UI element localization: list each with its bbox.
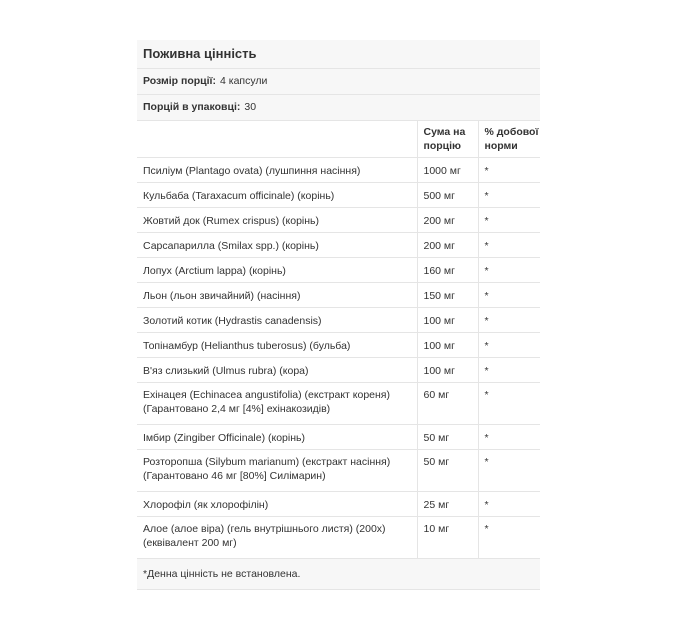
ingredient-daily-value: * (478, 183, 540, 208)
serving-size-row (137, 69, 540, 95)
table-row (137, 383, 540, 425)
ingredient-amount: 10 мг (417, 517, 478, 559)
ingredient-daily-value: * (478, 383, 540, 425)
ingredient-amount: 100 мг (417, 358, 478, 383)
table-row (137, 450, 540, 492)
table-row (137, 333, 540, 358)
serving-size-value: 4 капсули (219, 75, 268, 87)
nutrition-facts-panel (137, 40, 540, 590)
ingredient-amount: 1000 мг (417, 158, 478, 183)
column-header-daily-value: % добової норми (478, 121, 540, 158)
ingredient-name: Золотий котик (Hydrastis canadensis) (137, 308, 417, 333)
ingredient-amount: 60 мг (417, 383, 478, 425)
ingredient-name: В'яз слизький (Ulmus rubra) (кора) (137, 358, 417, 383)
ingredient-name: Кульбаба (Taraxacum officinale) (корінь) (137, 183, 417, 208)
servings-per-container-label: Порцій в упаковці: (143, 101, 241, 113)
ingredient-amount: 160 мг (417, 258, 478, 283)
ingredient-daily-value: * (478, 450, 540, 492)
ingredients-table (137, 121, 540, 559)
ingredient-amount: 100 мг (417, 333, 478, 358)
ingredient-name: Ехінацея (Echinacea angustifolia) (екстракт кореня) (Гарантовано 2,4 мг [4%] ехінакозидів) (137, 383, 417, 425)
table-row (137, 425, 540, 450)
ingredient-daily-value: * (478, 158, 540, 183)
ingredient-name: Жовтий док (Rumex crispus) (корінь) (137, 208, 417, 233)
ingredient-name: Розторопша (Silybum marianum) (екстракт насіння) (Гарантовано 46 мг [80%] Силімарин) (137, 450, 417, 492)
panel-title: Поживна цінність (137, 40, 540, 69)
ingredient-amount: 150 мг (417, 283, 478, 308)
table-row (137, 158, 540, 183)
table-row (137, 233, 540, 258)
ingredient-amount: 200 мг (417, 208, 478, 233)
ingredient-amount: 100 мг (417, 308, 478, 333)
table-row (137, 258, 540, 283)
ingredient-name: Хлорофіл (як хлорофілін) (137, 492, 417, 517)
table-row (137, 308, 540, 333)
table-header-row (137, 121, 540, 158)
ingredient-name: Льон (льон звичайний) (насіння) (137, 283, 417, 308)
ingredient-daily-value: * (478, 492, 540, 517)
ingredient-name: Алое (алое віра) (гель внутрішнього листя) (200x) (еквівалент 200 мг) (137, 517, 417, 559)
ingredient-name: Лопух (Arctium lappa) (корінь) (137, 258, 417, 283)
ingredient-amount: 500 мг (417, 183, 478, 208)
servings-per-container-value: 30 (244, 101, 257, 113)
ingredient-name: Сарсапарилла (Smilax spp.) (корінь) (137, 233, 417, 258)
ingredient-name: Топінамбур (Helianthus tuberosus) (бульба) (137, 333, 417, 358)
servings-per-container-row (137, 95, 540, 121)
table-body (137, 158, 540, 559)
table-row (137, 492, 540, 517)
ingredient-daily-value: * (478, 333, 540, 358)
column-header-amount: Сума на порцію (417, 121, 478, 158)
ingredient-amount: 50 мг (417, 425, 478, 450)
ingredient-daily-value: * (478, 233, 540, 258)
table-row (137, 283, 540, 308)
ingredient-daily-value: * (478, 283, 540, 308)
ingredient-amount: 25 мг (417, 492, 478, 517)
ingredient-daily-value: * (478, 517, 540, 559)
table-row (137, 517, 540, 559)
table-row (137, 183, 540, 208)
ingredient-daily-value: * (478, 425, 540, 450)
footnote: *Денна цінність не встановлена. (137, 559, 540, 590)
ingredient-amount: 50 мг (417, 450, 478, 492)
ingredient-daily-value: * (478, 358, 540, 383)
ingredient-daily-value: * (478, 308, 540, 333)
ingredient-daily-value: * (478, 208, 540, 233)
ingredient-amount: 200 мг (417, 233, 478, 258)
table-row (137, 358, 540, 383)
column-header-ingredient (137, 121, 417, 158)
ingredient-name: Псиліум (Plantago ovata) (лушпиння насіння) (137, 158, 417, 183)
ingredient-daily-value: * (478, 258, 540, 283)
ingredient-name: Імбир (Zingiber Officinale) (корінь) (137, 425, 417, 450)
serving-size-label: Розмір порції: (143, 75, 216, 87)
table-row (137, 208, 540, 233)
